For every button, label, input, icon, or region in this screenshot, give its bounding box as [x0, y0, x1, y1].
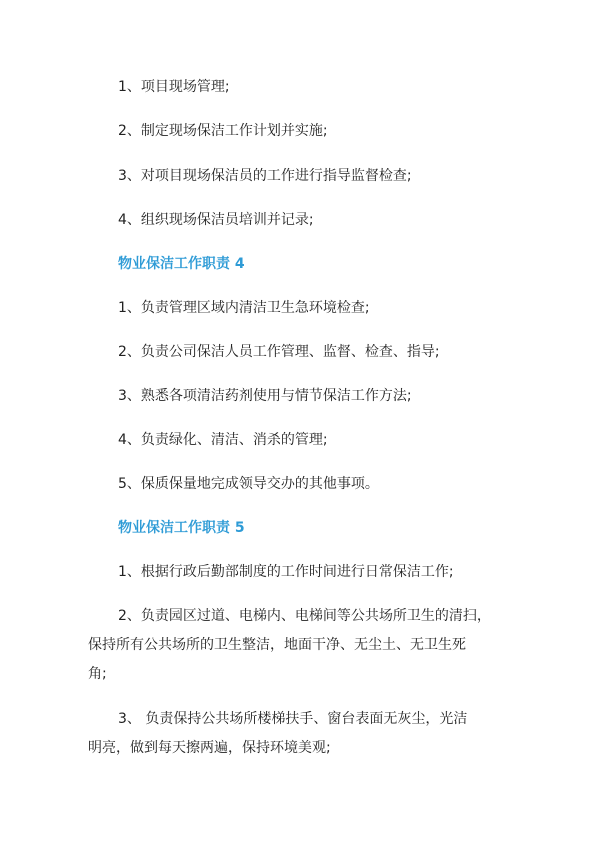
list-item: 2、制定现场保洁工作计划并实施;: [118, 123, 328, 139]
list-item: 1、根据行政后勤部制度的工作时间进行日常保洁工作;: [118, 564, 454, 580]
list-item: 4、负责绿化、清洁、消杀的管理;: [118, 432, 328, 448]
list-item-line: 角;: [88, 666, 107, 682]
list-item: 1、项目现场管理;: [118, 79, 230, 95]
list-item-line: 2、负责园区过道、电梯内、电梯间等公共场所卫生的清扫，: [118, 608, 491, 624]
list-item: 5、保质保量地完成领导交办的其他事项。: [118, 476, 379, 492]
list-item: 4、组织现场保洁员培训并记录;: [118, 212, 314, 228]
section-heading-5: 物业保洁工作职责 5: [118, 520, 245, 536]
list-item-line: 明亮，做到每天擦两遍，保持环境美观;: [88, 740, 331, 756]
list-item: 1、负责管理区域内清洁卫生急环境检查;: [118, 300, 370, 316]
list-item: 2、负责公司保洁人员工作管理、监督、检查、指导;: [118, 344, 440, 360]
section-heading-4: 物业保洁工作职责 4: [118, 256, 245, 272]
list-item-line: 3、 负责保持公共场所楼梯扶手、窗台表面无灰尘，光洁: [118, 711, 468, 727]
list-item-line: 保持所有公共场所的卫生整洁，地面干净、无尘土、无卫生死: [88, 637, 466, 653]
list-item: 3、熟悉各项清洁药剂使用与情节保洁工作方法;: [118, 388, 412, 404]
list-item: 3、对项目现场保洁员的工作进行指导监督检查;: [118, 168, 412, 184]
